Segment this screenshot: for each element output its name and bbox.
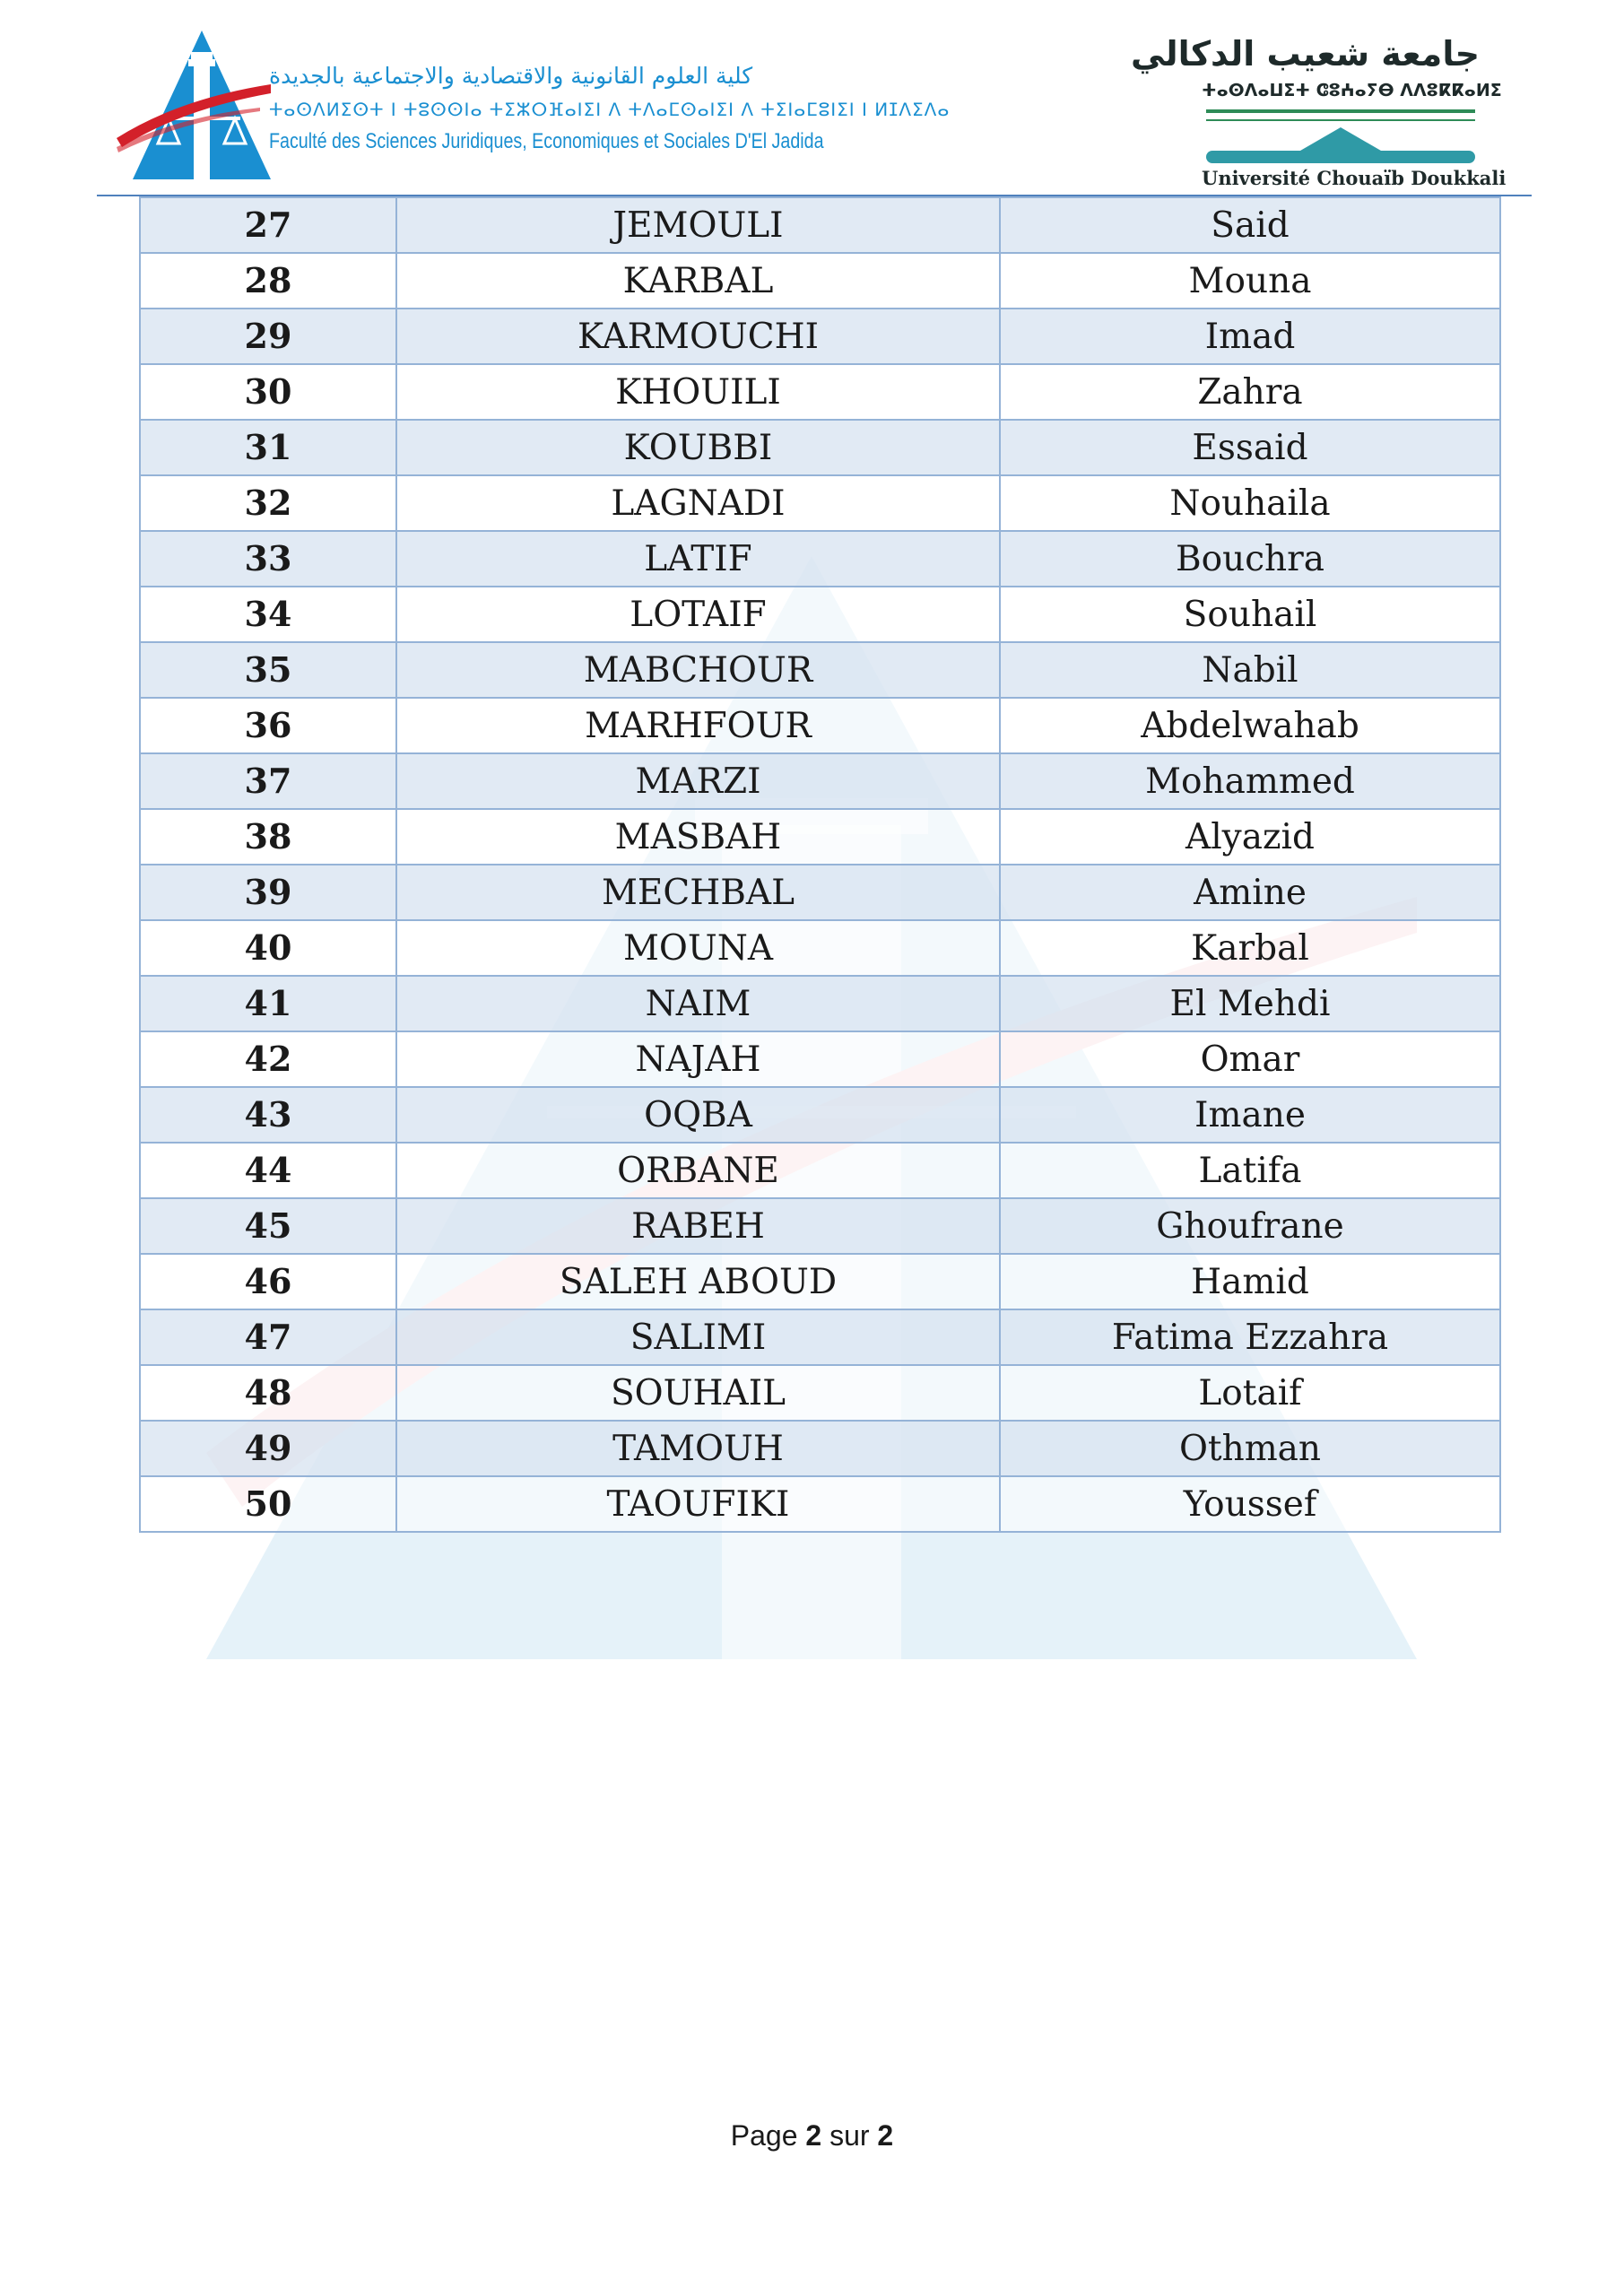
last-name-cell: TAOUFIKI xyxy=(396,1476,1000,1532)
row-number-cell: 29 xyxy=(140,309,396,364)
last-name-cell: KARMOUCHI xyxy=(396,309,1000,364)
faculty-name-arabic: كلية العلوم القانونية والاقتصادية والاجتماعية بالجديدة xyxy=(269,63,753,89)
table-row xyxy=(140,309,1500,364)
faculty-name-tifinagh: ⵜⴰⵙⴷⵍⵉⵙⵜ ⵏ ⵜⵓⵙⵙⵏⴰ ⵜⵉⵣⵔⴼⴰⵏⵉⵏ ⴷ ⵜⴷⴰⵎⵙⴰⵏⵉⵏ ⴷ ⵜⵉⵏⴰⵎⵓⵏⵉⵏ ⵏ ⵍⵊⴷⵉⴷⴰ xyxy=(269,99,951,120)
table-row xyxy=(140,253,1500,309)
row-number-cell: 39 xyxy=(140,865,396,920)
table-row xyxy=(140,1365,1500,1421)
table-row xyxy=(140,1421,1500,1476)
last-name-cell: MARZI xyxy=(396,753,1000,809)
last-name-cell: LOTAIF xyxy=(396,587,1000,642)
first-name-cell: Alyazid xyxy=(1000,809,1500,865)
student-list-body xyxy=(140,197,1500,1532)
first-name-cell: Imad xyxy=(1000,309,1500,364)
page-label: Page xyxy=(730,2119,798,2152)
table-row xyxy=(140,753,1500,809)
university-logo xyxy=(1130,34,1507,196)
last-name-cell: SALIMI xyxy=(396,1309,1000,1365)
first-name-cell: Bouchra xyxy=(1000,531,1500,587)
faculty-name-french: Faculté des Sciences Juridiques, Economiques et Sociales D'El Jadida xyxy=(269,129,824,153)
row-number-cell: 38 xyxy=(140,809,396,865)
first-name-cell: Essaid xyxy=(1000,420,1500,475)
last-name-cell: MABCHOUR xyxy=(396,642,1000,698)
first-name-cell: Imane xyxy=(1000,1087,1500,1143)
last-name-cell: KOUBBI xyxy=(396,420,1000,475)
row-number-cell: 41 xyxy=(140,976,396,1031)
university-name-french: Université Chouaïb Doukkali xyxy=(1202,167,1507,189)
last-name-cell: NAJAH xyxy=(396,1031,1000,1087)
row-number-cell: 45 xyxy=(140,1198,396,1254)
row-number-cell: 34 xyxy=(140,587,396,642)
university-name-arabic: جامعة شعيب الدكالي xyxy=(1130,34,1480,74)
student-list-table xyxy=(139,196,1501,1533)
last-name-cell: MASBAH xyxy=(396,809,1000,865)
row-number-cell: 46 xyxy=(140,1254,396,1309)
row-number-cell: 35 xyxy=(140,642,396,698)
table-row xyxy=(140,1254,1500,1309)
first-name-cell: Zahra xyxy=(1000,364,1500,420)
first-name-cell: Mohammed xyxy=(1000,753,1500,809)
first-name-cell: Hamid xyxy=(1000,1254,1500,1309)
row-number-cell: 30 xyxy=(140,364,396,420)
first-name-cell: Othman xyxy=(1000,1421,1500,1476)
row-number-cell: 44 xyxy=(140,1143,396,1198)
table-row xyxy=(140,531,1500,587)
table-row xyxy=(140,420,1500,475)
last-name-cell: TAMOUH xyxy=(396,1421,1000,1476)
current-page-number: 2 xyxy=(805,2119,822,2152)
row-number-cell: 37 xyxy=(140,753,396,809)
row-number-cell: 50 xyxy=(140,1476,396,1532)
last-name-cell: ORBANE xyxy=(396,1143,1000,1198)
first-name-cell: Nabil xyxy=(1000,642,1500,698)
page-footer xyxy=(0,2119,1624,2152)
row-number-cell: 49 xyxy=(140,1421,396,1476)
row-number-cell: 33 xyxy=(140,531,396,587)
first-name-cell: El Mehdi xyxy=(1000,976,1500,1031)
row-number-cell: 47 xyxy=(140,1309,396,1365)
first-name-cell: Mouna xyxy=(1000,253,1500,309)
row-number-cell: 40 xyxy=(140,920,396,976)
row-number-cell: 36 xyxy=(140,698,396,753)
first-name-cell: Said xyxy=(1000,197,1500,253)
row-number-cell: 42 xyxy=(140,1031,396,1087)
last-name-cell: SALEH ABOUD xyxy=(396,1254,1000,1309)
last-name-cell: SOUHAIL xyxy=(396,1365,1000,1421)
first-name-cell: Souhail xyxy=(1000,587,1500,642)
row-number-cell: 31 xyxy=(140,420,396,475)
first-name-cell: Amine xyxy=(1000,865,1500,920)
row-number-cell: 32 xyxy=(140,475,396,531)
page-of-label: sur xyxy=(829,2119,870,2152)
university-name-tifinagh: ⵜⴰⵙⴷⴰⵡⵉⵜ ⵛⵓⵄⴰⵢⴱ ⴷⴷⵓⴽⴽⴰⵍⵉ xyxy=(1202,81,1502,100)
last-name-cell: KHOUILI xyxy=(396,364,1000,420)
first-name-cell: Karbal xyxy=(1000,920,1500,976)
first-name-cell: Ghoufrane xyxy=(1000,1198,1500,1254)
last-name-cell: NAIM xyxy=(396,976,1000,1031)
first-name-cell: Youssef xyxy=(1000,1476,1500,1532)
table-row xyxy=(140,1309,1500,1365)
row-number-cell: 28 xyxy=(140,253,396,309)
last-name-cell: RABEH xyxy=(396,1198,1000,1254)
last-name-cell: LATIF xyxy=(396,531,1000,587)
last-name-cell: JEMOULI xyxy=(396,197,1000,253)
table-row xyxy=(140,587,1500,642)
row-number-cell: 48 xyxy=(140,1365,396,1421)
last-name-cell: OQBA xyxy=(396,1087,1000,1143)
first-name-cell: Nouhaila xyxy=(1000,475,1500,531)
first-name-cell: Fatima Ezzahra xyxy=(1000,1309,1500,1365)
table-row xyxy=(140,475,1500,531)
last-name-cell: KARBAL xyxy=(396,253,1000,309)
first-name-cell: Latifa xyxy=(1000,1143,1500,1198)
row-number-cell: 27 xyxy=(140,197,396,253)
last-name-cell: MARHFOUR xyxy=(396,698,1000,753)
page-header xyxy=(0,0,1624,202)
table-row xyxy=(140,920,1500,976)
last-name-cell: MOUNA xyxy=(396,920,1000,976)
table-row xyxy=(140,1198,1500,1254)
faculty-logo xyxy=(117,29,274,181)
table-row xyxy=(140,865,1500,920)
table-row xyxy=(140,976,1500,1031)
table-row xyxy=(140,642,1500,698)
last-name-cell: MECHBAL xyxy=(396,865,1000,920)
table-row xyxy=(140,698,1500,753)
total-pages-number: 2 xyxy=(877,2119,894,2152)
university-emblem-icon xyxy=(1202,108,1480,169)
last-name-cell: LAGNADI xyxy=(396,475,1000,531)
table-row xyxy=(140,197,1500,253)
table-row xyxy=(140,809,1500,865)
row-number-cell: 43 xyxy=(140,1087,396,1143)
table-row xyxy=(140,1476,1500,1532)
table-row xyxy=(140,1143,1500,1198)
table-row xyxy=(140,364,1500,420)
table-row xyxy=(140,1087,1500,1143)
first-name-cell: Abdelwahab xyxy=(1000,698,1500,753)
table-row xyxy=(140,1031,1500,1087)
first-name-cell: Lotaif xyxy=(1000,1365,1500,1421)
first-name-cell: Omar xyxy=(1000,1031,1500,1087)
